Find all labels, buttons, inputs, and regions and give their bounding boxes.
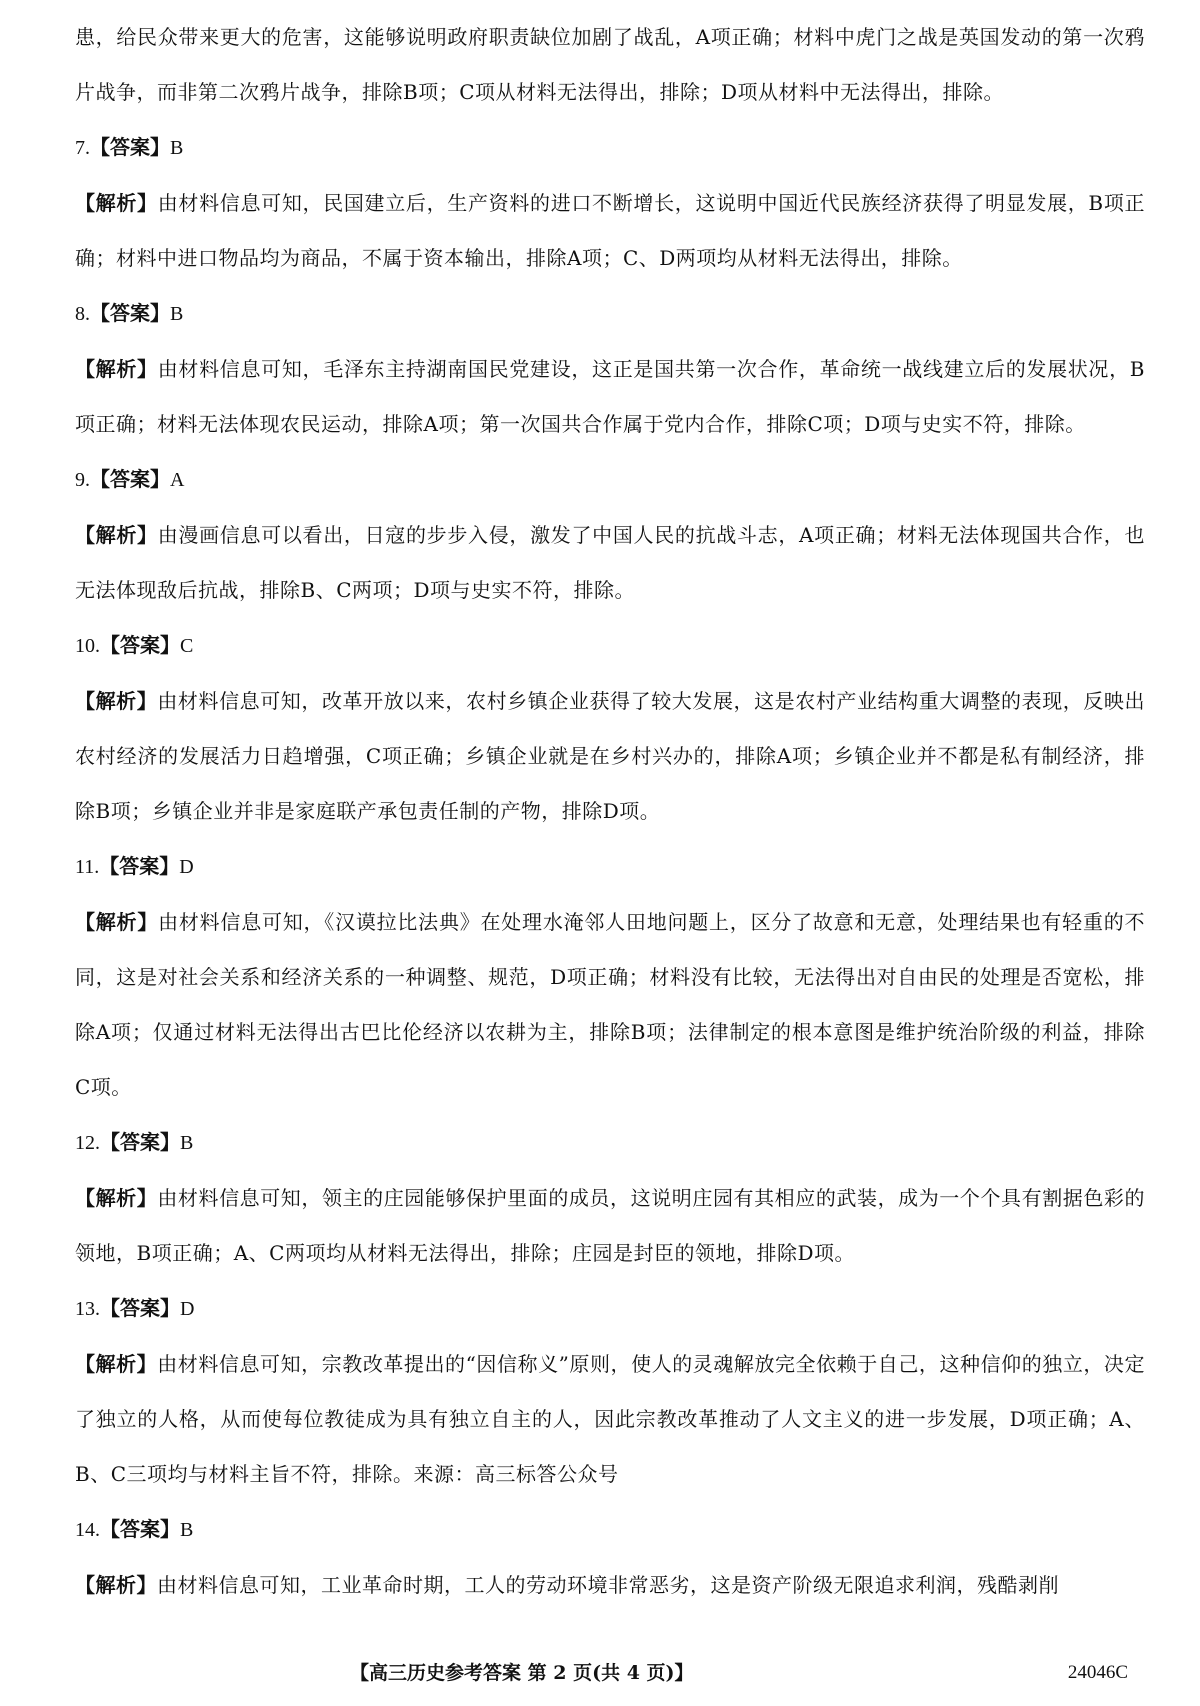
- analysis-paragraph: [75, 1337, 1145, 1502]
- answer-content: [75, 10, 1145, 1613]
- question-number: 13.: [75, 1298, 100, 1320]
- answer-label: 【答案】: [90, 467, 170, 491]
- analysis-text: 由漫画信息可以看出，日寇的步步入侵，激发了中国人民的抗战斗志，A项正确；材料无法体现国共合作，也无法体现敌后抗战，排除B、C两项；D项与史实不符，排除。: [75, 523, 1145, 602]
- analysis-paragraph: [75, 674, 1145, 839]
- question-number: 7.: [75, 137, 90, 159]
- answer-line: [75, 1502, 1145, 1558]
- answer-label: 【答案】: [100, 633, 180, 657]
- answer-line: [75, 120, 1145, 176]
- answer-label: 【答案】: [100, 1130, 180, 1154]
- answer-choice: A: [170, 469, 185, 491]
- answer-line: [75, 1281, 1145, 1337]
- analysis-text: 由材料信息可知，领主的庄园能够保护里面的成员，这说明庄园有其相应的武装，成为一个个具有割据色彩的领地，B项正确；A、C两项均从材料无法得出，排除；庄园是封臣的领地，排除D项。: [75, 1186, 1146, 1265]
- answer-line: [75, 1115, 1145, 1171]
- question-number: 8.: [75, 303, 90, 325]
- footer-title-text: 【高三历史参考答案: [350, 1662, 522, 1684]
- analysis-label: 【解析】: [75, 1352, 158, 1376]
- analysis-paragraph: [75, 176, 1145, 286]
- analysis-label: 【解析】: [75, 357, 158, 381]
- answer-label: 【答案】: [100, 1296, 180, 1320]
- question-number: 11.: [75, 856, 100, 878]
- answer-label: 【答案】: [90, 135, 170, 159]
- analysis-label: 【解析】: [75, 910, 159, 934]
- answer-line: [75, 839, 1145, 895]
- analysis-text: 由材料信息可知，工业革命时期，工人的劳动环境非常恶劣，这是资产阶级无限追求利润，残酷剥削: [157, 1573, 1059, 1597]
- analysis-text: 由材料信息可知，改革开放以来，农村乡镇企业获得了较大发展，这是农村产业结构重大调整的表现，反映出农村经济的发展活力日趋增强，C项正确；乡镇企业就是在乡村兴办的，排除A项；乡镇企业并不都是私有制经济，排除B项；乡镇企业并非是家庭联产承包责任制的产物，排除D项。: [75, 689, 1146, 823]
- question-list: [75, 120, 1145, 1613]
- page-footer: [0, 1656, 1200, 1690]
- question-number: 10.: [75, 635, 100, 657]
- analysis-text: 由材料信息可知，宗教改革提出的“因信称义”原则，使人的灵魂解放完全依赖于自己，这种信仰的独立，决定了独立的人格，从而使每位教徒成为具有独立自主的人，因此宗教改革推动了人文主义的进一步发展，D项正确；A、B、C三项均与材料主旨不符，排除。来源：高三标答公众号: [75, 1352, 1145, 1486]
- analysis-label: 【解析】: [75, 191, 158, 215]
- analysis-label: 【解析】: [75, 1573, 157, 1597]
- analysis-paragraph: [75, 1171, 1145, 1281]
- answer-line: [75, 618, 1145, 674]
- answer-choice: D: [180, 1298, 195, 1320]
- question-number: 14.: [75, 1519, 100, 1541]
- answer-label: 【答案】: [100, 1517, 180, 1541]
- answer-line: [75, 286, 1145, 342]
- analysis-paragraph: [75, 342, 1145, 452]
- answer-line: [75, 452, 1145, 508]
- answer-choice: B: [170, 303, 184, 325]
- answer-label: 【答案】: [99, 854, 180, 878]
- analysis-label: 【解析】: [75, 523, 158, 547]
- analysis-paragraph: [75, 508, 1145, 618]
- answer-choice: C: [180, 635, 194, 657]
- answer-choice: B: [180, 1132, 194, 1154]
- analysis-text: 由材料信息可知，毛泽东主持湖南国民党建设，这正是国共第一次合作，革命统一战线建立后的发展状况，B项正确；材料无法体现农民运动，排除A项；第一次国共合作属于党内合作，排除C项；D项与史实不符，排除。: [75, 357, 1145, 436]
- analysis-label: 【解析】: [75, 689, 158, 713]
- analysis-label: 【解析】: [75, 1186, 158, 1210]
- analysis-text: 由材料信息可知，民国建立后，生产资料的进口不断增长，这说明中国近代民族经济获得了明显发展，B项正确；材料中进口物品均为商品，不属于资本输出，排除A项；C、D两项均从材料无法得出，排除。: [75, 191, 1145, 270]
- answer-choice: B: [180, 1519, 194, 1541]
- intro-paragraph: 患，给民众带来更大的危害，这能够说明政府职责缺位加剧了战乱，A项正确；材料中虎门之战是英国发动的第一次鸦片战争，而非第二次鸦片战争，排除B项；C项从材料无法得出，排除；D项从材料中无法得出，排除。: [75, 25, 1145, 104]
- analysis-paragraph: [75, 895, 1145, 1115]
- question-number: 9.: [75, 469, 90, 491]
- footer-page-number: 第 2 页(共 4 页)】: [527, 1662, 694, 1684]
- answer-label: 【答案】: [90, 301, 170, 325]
- analysis-paragraph: [75, 1558, 1145, 1613]
- answer-choice: B: [170, 137, 184, 159]
- analysis-text: 由材料信息可知，《汉谟拉比法典》在处理水淹邻人田地问题上，区分了故意和无意，处理结果也有轻重的不同，这是对社会关系和经济关系的一种调整、规范，D项正确；材料没有比较，无法得出对自由民的处理是否宽松，排除A项；仅通过材料无法得出古巴比伦经济以农耕为主，排除B项；法律制定的根本意图是维护统治阶级的利益，排除C项。: [75, 910, 1146, 1099]
- footer-code: 24046C: [1067, 1662, 1128, 1683]
- footer-title: [350, 1656, 694, 1690]
- answer-choice: D: [179, 856, 194, 878]
- question-number: 12.: [75, 1132, 100, 1154]
